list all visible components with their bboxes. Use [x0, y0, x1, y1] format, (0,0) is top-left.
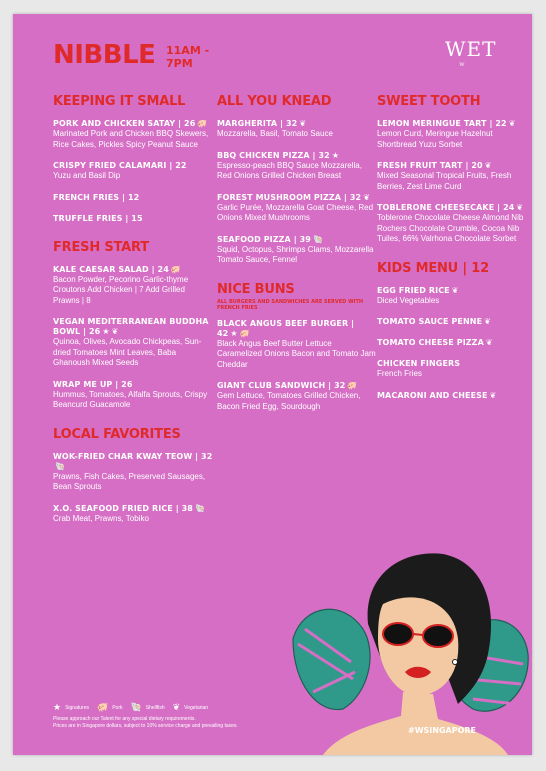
section-title: KEEPING IT SMALL — [53, 94, 186, 109]
menu-item-description: Crab Meat, Prawns, Tobiko — [53, 513, 149, 523]
woman-illustration — [283, 544, 532, 755]
menu-item — [53, 317, 213, 369]
logo-sub: W — [459, 62, 467, 68]
menu-item-name-text: TOMATO SAUCE PENNE — [377, 317, 483, 326]
section-note: ALL BURGERS AND SANDWICHES ARE SERVED WITH FRENCH FRIES — [217, 298, 364, 311]
menu-item — [377, 359, 527, 380]
menu-item-description: Squid, Octopus, Shrimps Clams, Mozzarella Tomato Sauce, Fennel — [217, 244, 374, 264]
brand-title: NIBBLE — [53, 40, 156, 70]
menu-item — [377, 391, 527, 401]
logo-mark: WET — [445, 37, 497, 61]
vegetarian-icon: ❦ — [484, 317, 491, 326]
legend — [53, 702, 208, 713]
menu-item — [217, 235, 377, 266]
shellfish-icon: 🐚 — [130, 702, 142, 712]
footnote-line-2: Prices are in Singapore dollars, subject to 10% service charge and prevailing taxes. — [53, 723, 238, 729]
menu-item-description: French Fries — [377, 369, 422, 378]
menu-item-name — [53, 119, 213, 129]
menu-item-description: Toblerone Chocolate Cheese Almond Nib Rochers Chocolate Crumble, Cocoa Nib Tuiles, 66% Valrhona Chocolate Sorbet — [377, 213, 524, 243]
menu-item-name — [53, 214, 213, 224]
menu-section — [377, 94, 527, 245]
section-title: KIDS MENU | 12 — [377, 260, 489, 276]
pork-icon: 🐖 — [239, 328, 250, 338]
section-title: NICE BUNS — [217, 281, 295, 297]
menu-item-name-text: FOREST MUSHROOM PIZZA | 32 — [217, 192, 362, 202]
section-title: ALL YOU KNEAD — [217, 94, 332, 109]
star-icon: ★ — [331, 150, 340, 160]
menu-item — [377, 203, 527, 245]
vegetarian-icon: ❦ — [516, 203, 524, 212]
menu-item — [217, 119, 377, 140]
menu-item-name — [217, 235, 377, 245]
menu-section — [217, 282, 377, 413]
vegetarian-icon: ❦ — [299, 119, 307, 128]
menu-item-description: Espresso-peach BBQ Sauce Mozzarella, Red Onions Grilled Chicken Breast — [217, 160, 362, 180]
pork-icon: 🐖 — [96, 702, 109, 712]
menu-item-name — [53, 504, 213, 514]
menu-item-name — [377, 286, 527, 296]
hours-line-1: 11AM - — [166, 44, 210, 57]
menu-item — [53, 380, 213, 411]
menu-item-name — [53, 452, 213, 472]
pork-icon: 🐖 — [197, 119, 208, 128]
section-title: FRESH START — [53, 239, 149, 255]
menu-section — [217, 94, 377, 266]
menu-item-name — [377, 338, 527, 348]
menu-item — [53, 119, 213, 150]
star-icon: ★ — [230, 328, 238, 338]
menu-item — [377, 161, 527, 192]
menu-item-name — [377, 203, 527, 213]
menu-section — [377, 261, 527, 401]
menu-item-name-text: X.O. SEAFOOD FRIED RICE | 38 — [53, 503, 193, 513]
menu-item-name — [217, 381, 377, 391]
menu-item — [53, 452, 213, 493]
menu-item — [217, 381, 377, 412]
menu-item-description: Diced Vegetables — [377, 295, 440, 305]
menu-item-name-text: CRISPY FRIED CALAMARI | 22 — [53, 161, 187, 170]
star-icon: ★ — [53, 702, 62, 712]
hotel-logo — [445, 37, 497, 74]
face — [378, 597, 458, 696]
menu-item-description: Yuzu and Basil Dip — [53, 171, 121, 180]
legend-pork — [97, 702, 123, 713]
menu-item-name-text: FRENCH FRIES | 12 — [53, 192, 140, 202]
vegetarian-icon: ❦ — [484, 161, 492, 170]
menu-item-name-text: EGG FRIED RICE — [377, 285, 450, 295]
menu-item-name — [217, 193, 377, 203]
menu-item-description: Mixed Seasonal Tropical Fruits, Fresh Berries, Zest Lime Curd — [377, 171, 512, 191]
menu-item — [53, 214, 213, 224]
menu-item-description: Lemon Curd, Meringue Hazelnut Shortbread Yuzu Sorbet — [377, 129, 493, 149]
menu-item-name-text: VEGAN MEDITERRANEAN BUDDHA BOWL | 26 — [53, 317, 209, 336]
shellfish-icon: 🐚 — [194, 503, 206, 513]
menu-item-description: Mozzarella, Basil, Tomato Sauce — [217, 129, 333, 138]
menu-item-description: Black Angus Beef Butter Lettuce Caramelized Onions Bacon and Tomato Jam Cheddar — [217, 338, 376, 369]
vegetarian-icon: ❦ — [451, 285, 459, 295]
menu-page — [13, 14, 532, 755]
menu-section — [53, 94, 213, 224]
menu-item-name-text: GIANT CLUB SANDWICH | 32 — [217, 381, 346, 390]
menu-item — [377, 286, 527, 307]
menu-item-description: Quinoa, Olives, Avocado Chickpeas, Sun-dried Tomatoes Mint Leaves, Baba Ghanoush Mixed Seeds — [53, 337, 202, 367]
menu-item-name-text: LEMON MERINGUE TART | 22 — [377, 119, 507, 128]
section-title: SWEET TOOTH — [377, 94, 481, 109]
menu-column-1 — [53, 94, 213, 540]
vegetarian-icon: ❦ — [508, 119, 516, 128]
menu-item-name-text: MARGHERITA | 32 — [217, 119, 298, 128]
legend-shellfish — [130, 702, 164, 713]
menu-section — [53, 427, 213, 525]
menu-column-3 — [377, 94, 527, 417]
menu-item-description: Gem Lettuce, Tomatoes Grilled Chicken, Bacon Fried Egg, Sourdough — [217, 391, 361, 411]
menu-item-name-text: CHICKEN FINGERS — [377, 359, 461, 368]
menu-item-name — [53, 161, 213, 171]
legend-vegetarian — [173, 702, 208, 713]
menu-item-name-text: WRAP ME UP | 26 — [53, 379, 133, 389]
vegetarian-icon: ❦ — [363, 192, 370, 202]
menu-item-description: Bacon Powder, Pecorino Garlic-thyme Croutons Add Chicken | 7 Add Grilled Prawns | 8 — [53, 274, 189, 305]
legend-signatures-label: Signatures — [65, 704, 89, 711]
hashtag: #WSINGAPORE — [408, 726, 477, 735]
menu-item-name — [217, 319, 377, 339]
menu-item-name — [53, 265, 213, 275]
legend-shellfish-label: Shellfish — [145, 704, 165, 711]
menu-item — [53, 193, 213, 203]
menu-item — [377, 338, 527, 348]
menu-item-name-text: PORK AND CHICKEN SATAY | 26 — [53, 119, 196, 128]
menu-item — [377, 317, 527, 327]
menu-item-name — [377, 359, 527, 369]
menu-item-name-text: TOMATO CHEESE PIZZA — [377, 338, 484, 347]
menu-item-name-text: FRESH FRUIT TART | 20 — [377, 161, 483, 170]
shellfish-icon: 🐚 — [312, 234, 324, 244]
menu-item-name-text: BBQ CHICKEN PIZZA | 32 — [217, 150, 330, 160]
earring — [453, 660, 458, 665]
shellfish-icon: 🐚 — [55, 461, 66, 471]
menu-item-name-text: BLACK ANGUS BEEF BURGER | 42 — [217, 318, 355, 338]
menu-item — [377, 119, 527, 150]
menu-item — [53, 161, 213, 182]
menu-item — [217, 193, 377, 224]
menu-item-name — [377, 119, 527, 129]
star-icon: ★ — [102, 327, 110, 336]
menu-item-name — [377, 391, 527, 401]
pork-icon: 🐖 — [347, 381, 358, 390]
vegetarian-icon: ❦ — [111, 327, 119, 336]
menu-item — [53, 265, 213, 307]
menu-item-name-text: SEAFOOD PIZZA | 39 — [217, 234, 311, 244]
menu-item-name — [377, 317, 527, 327]
menu-item — [217, 319, 377, 371]
hours-line-2: 7PM — [166, 57, 193, 70]
menu-item — [53, 504, 213, 525]
menu-item-description: Marinated Pork and Chicken BBQ Skewers, Rice Cakes, Pickles Spicy Peanut Sauce — [53, 129, 209, 149]
opening-hours — [166, 44, 216, 70]
legend-vegetarian-label: Vegetarian — [184, 704, 209, 711]
legend-signatures — [53, 702, 89, 713]
menu-item-name — [53, 317, 213, 337]
menu-item-name — [217, 151, 377, 161]
menu-item-description: Prawns, Fish Cakes, Preserved Sausages, Bean Sprouts — [53, 471, 206, 491]
menu-item-name — [53, 193, 213, 203]
menu-column-2 — [217, 94, 377, 428]
menu-item — [217, 151, 377, 182]
menu-item-name — [53, 380, 213, 390]
pork-icon: 🐖 — [170, 264, 181, 274]
section-title: LOCAL FAVORITES — [53, 426, 181, 442]
monstera-leaf-left — [293, 609, 370, 709]
menu-section — [53, 240, 213, 411]
menu-item-name-text: TRUFFLE FRIES | 15 — [53, 213, 143, 223]
menu-item-name-text: WOK-FRIED CHAR KWAY TEOW | 32 — [53, 451, 213, 461]
menu-item-name-text: KALE CAESAR SALAD | 24 — [53, 264, 169, 274]
vegetarian-icon: ❦ — [489, 390, 497, 400]
menu-item-name-text: TOBLERONE CHEESECAKE | 24 — [377, 203, 515, 212]
footnote-line-1: Please approach our Talent for any special dietary requirements. — [53, 716, 196, 722]
menu-item-name — [377, 161, 527, 171]
menu-item-description: Garlic Purée, Mozzarella Goat Cheese, Red Onions Mixed Mushrooms — [217, 202, 374, 222]
menu-item-name — [217, 119, 377, 129]
vegetarian-icon: ❦ — [172, 702, 181, 712]
menu-item-name-text: MACARONI AND CHEESE — [377, 390, 488, 400]
legend-pork-label: Pork — [112, 704, 123, 711]
menu-item-description: Hummus, Tomatoes, Alfalfa Sprouts, Crispy Beancurd Guacamole — [53, 389, 208, 409]
vegetarian-icon: ❦ — [485, 338, 493, 347]
